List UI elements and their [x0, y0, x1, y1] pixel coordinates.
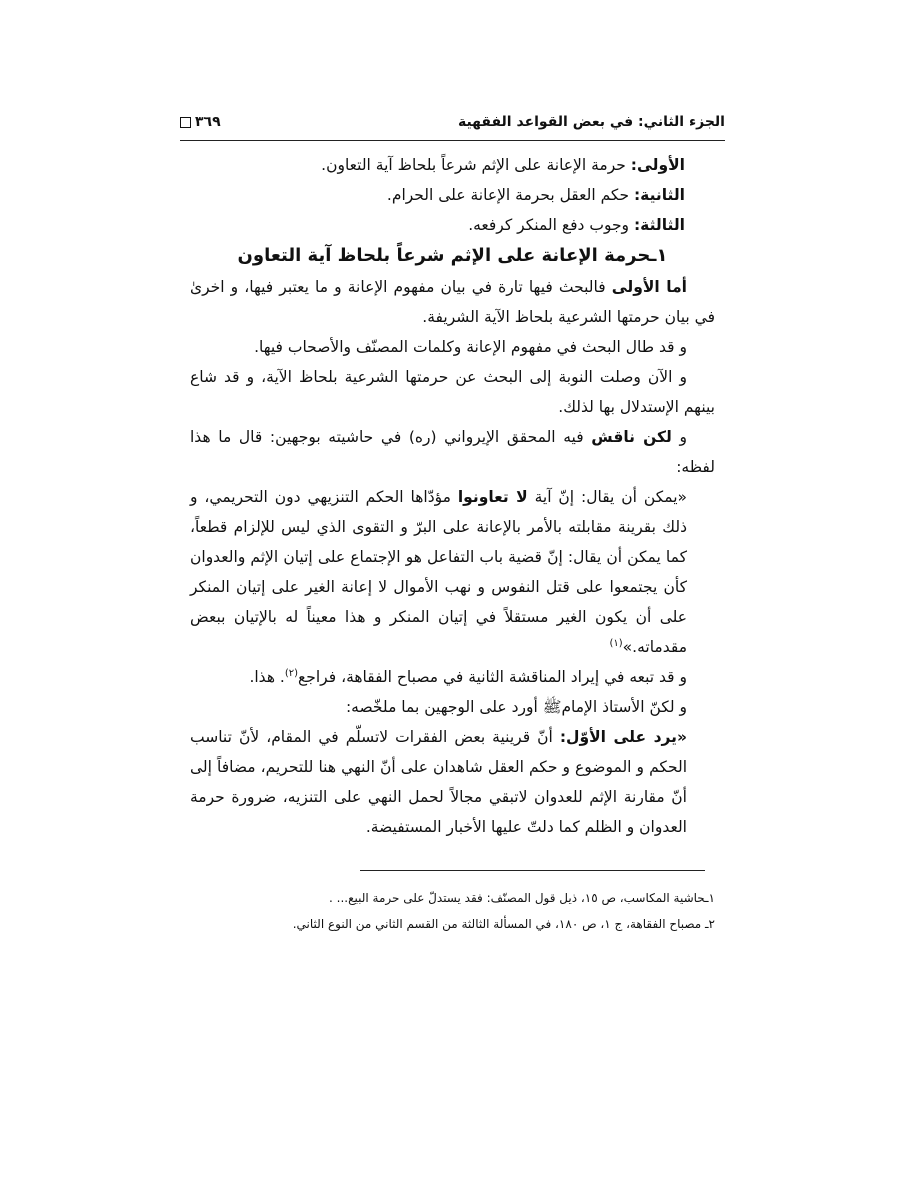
- paragraph-1: [190, 272, 715, 332]
- running-title: الجزء الثاني: في بعض القواعد الفقهية: [457, 114, 725, 130]
- page-body: [190, 150, 715, 842]
- intro-item-1: [190, 150, 715, 180]
- page-header: [180, 112, 725, 141]
- page-number-value: ٣٦٩: [195, 114, 221, 130]
- paragraph-text: فيه المحقق الإيرواني (ره) في حاشيته بوجهين: قال ما هذا لفظه:: [190, 428, 715, 476]
- footnotes: [190, 885, 715, 937]
- paragraph-label: أما الأولى: [611, 278, 687, 296]
- intro-label: الثانية:: [633, 186, 685, 204]
- paragraph-3: و الآن وصلت النوبة إلى البحث عن حرمتها الشرعية بلحاظ الآية، و قد شاع بينهم الإستدلال بها لذلك.: [190, 368, 715, 416]
- paragraph-text: . هذا.: [249, 668, 285, 686]
- paragraph-6: و لكنّ الأستاذ الإمامﷺ أورد على الوجهين بما ملخّصه:: [345, 698, 687, 716]
- footnote-2: ٢ـ مصباح الفقاهة، ج ١، ص ١٨٠، في المسألة الثالثة من القسم الثاني من النوع الثاني.: [292, 917, 715, 931]
- quote-text: «يمكن أن يقال: إنّ آية: [527, 488, 688, 506]
- paragraph-text: و قد تبعه في إيراد المناقشة الثانية في مصباح الفقاهة، فراجع: [298, 668, 687, 686]
- paragraph-5: [190, 662, 715, 692]
- paragraph-label: لكن ناقش: [591, 428, 672, 446]
- intro-label: الأولى:: [630, 156, 685, 174]
- footnote-divider: [360, 870, 705, 871]
- paragraph-2: و قد طال البحث في مفهوم الإعانة وكلمات المصنّف والأصحاب فيها.: [254, 338, 687, 356]
- quote-label: «يرد على الأوّل:: [559, 728, 687, 746]
- footnote-ref-2[interactable]: (٢): [284, 667, 299, 679]
- footnote-1: ١ـحاشية المكاسب، ص ١٥، ذيل قول المصنّف: فقد يستدلّ على حرمة البيع... .: [329, 891, 715, 905]
- paragraph-text: فالبحث فيها تارة في بيان مفهوم الإعانة و ما يعتبر فيها، و اخرىٰ في بيان حرمتها الشرعية بلحاظ الآية الشريفة.: [190, 278, 715, 326]
- quote-bold: لا تعاونوا: [457, 488, 528, 506]
- page-number-box-icon: [180, 117, 191, 128]
- quote-1: [190, 482, 715, 662]
- footnote-ref-1[interactable]: (١): [609, 637, 623, 649]
- intro-text: وجوب دفع المنكر كرفعه.: [468, 216, 634, 234]
- quote-text: مؤدّاها الحكم التنزيهي دون التحريمي، و ذلك بقرينة مقابلته بالأمر بالإعانة على البرّ و التقوى الذي ليس للإلزام قطعاً، كما يمكن أن يقال: إنّ قضية باب التفاعل هو الإجتماع على إتيان الإثم والعدوان كأن يجتمعوا على قتل النفوس و نهب الأموال لا إعانة الغير على إتيان المنكر على أن يكون الغير مستقلاً في إتيان المنكر و هذا معيناً له بالإتيان ببعض مقدماته.»: [190, 488, 687, 656]
- quote-text: أنّ قرينية بعض الفقرات لاتسلّم في المقام، لأنّ تناسب الحكم و الموضوع و حكم العقل شاهدان على أنّ النهي هنا للتحريم، مضافاً إلى أنّ مقارنة الإثم للعدوان لاتبقي مجالاً لحمل النهي على التنزيه، ضرورة حرمة العدوان و الظلم كما دلتّ عليها الأخبار المستفيضة.: [190, 728, 687, 836]
- paragraph-prefix: و: [671, 428, 687, 446]
- intro-item-2: [190, 180, 715, 210]
- section-heading: ١ـحرمة الإعانة على الإثم شرعاً بلحاظ آية التعاون: [237, 245, 668, 266]
- quote-2: [190, 722, 715, 842]
- intro-label: الثالثة:: [633, 216, 685, 234]
- intro-text: حرمة الإعانة على الإثم شرعاً بلحاظ آية التعاون.: [321, 156, 631, 174]
- intro-item-3: [190, 210, 715, 240]
- page-number: [180, 114, 221, 130]
- paragraph-4: [190, 422, 715, 482]
- intro-text: حكم العقل بحرمة الإعانة على الحرام.: [386, 186, 634, 204]
